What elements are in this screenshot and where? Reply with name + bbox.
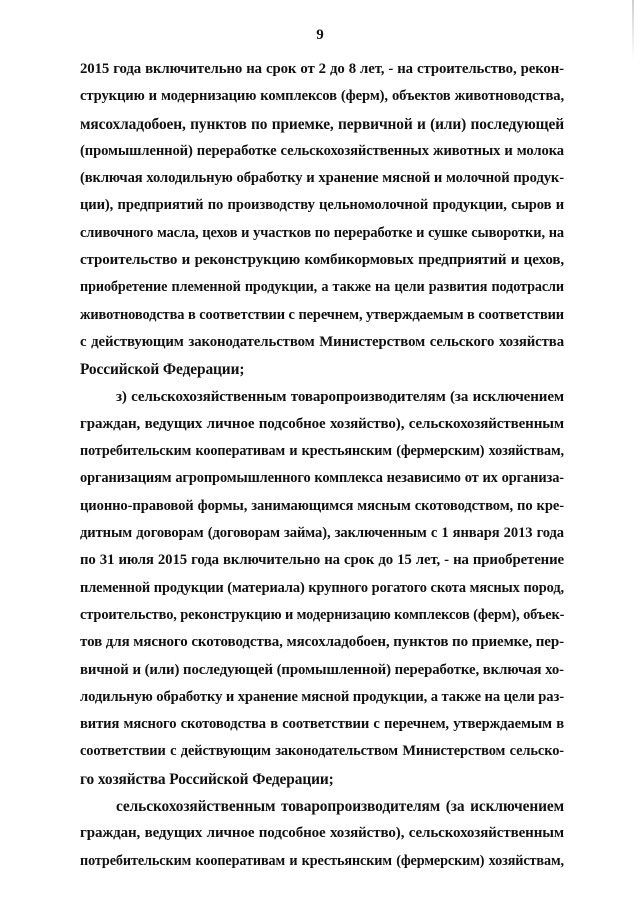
text-line: дитным договорам (договорам займа), заключенным с 1 января 2013 года [80,525,564,542]
text-line: струкцию и модернизацию комплексов (ферм), объектов животноводства, [80,88,564,105]
page-number: 9 [316,27,324,43]
text-line: племенной продукции (материала) крупного рогатого скота мясных пород, [80,579,564,596]
text-line: организациям агропромышленного комплекса независимо от их организа- [80,470,564,487]
text-line: (включая холодильную обработку и хранение мясной и молочной продук- [80,170,564,187]
text-line: ции), предприятий по производству цельномолочной продукции, сыров и [80,197,564,214]
text-line: сливочного масла, цехов и участков по переработке и сушке сыворотки, на [80,224,564,241]
text-line: 2015 года включительно на срок от 2 до 8 лет, - на строительство, рекон- [80,61,564,77]
text-line: з) сельскохозяйственным товаропроизводителям (за исключением [116,388,564,405]
text-line: вития мясного скотоводства в соответствии с перечнем, утверждаемым в [80,716,564,733]
text-line: ционно-правовой формы, занимающимся мясным скотоводством, по кре- [80,497,564,514]
text-line: соответствии с действующим законодательством Министерством сельско- [80,743,564,760]
text-line: (промышленной) переработке сельскохозяйственных животных и молока [80,142,564,159]
text-line: строительство и реконструкцию комбикормовых предприятий и цехов, [80,252,564,269]
text-line: вичной и (или) последующей (промышленной) переработке, включая хо- [80,661,564,678]
text-line: потребительским кооперативам и крестьянским (фермерским) хозяйствам, [80,443,564,460]
text-line: животноводства в соответствии с перечнем, утверждаемым в соответствии [80,306,564,323]
text-line: граждан, ведущих личное подсобное хозяйство), сельскохозяйственным [80,825,564,842]
text-line: потребительским кооперативам и крестьянским (фермерским) хозяйствам, [80,852,564,869]
text-line: Российской Федерации; [80,361,245,379]
text-line: тов для мясного скотоводства, мясохладобоен, пунктов по приемке, пер- [80,634,564,651]
text-line: по 31 июля 2015 года включительно на срок до 15 лет, - на приобретение [80,552,564,569]
body-text [80,56,564,875]
text-line: с действующим законодательством Министерством сельского хозяйства [80,333,564,350]
text-line: го хозяйства Российской Федерации; [80,770,334,788]
text-line: мясохладобоен, пунктов по приемке, первичной и (или) последующей [80,115,564,133]
text-line: строительство, реконструкцию и модернизацию комплексов (ферм), объек- [80,606,565,623]
text-line: граждан, ведущих личное подсобное хозяйство), сельскохозяйственным [80,415,564,432]
text-line: лодильную обработку и хранение мясной продукции, а также на цели раз- [80,688,564,705]
text-line: сельскохозяйственным товаропроизводителям (за исключением [116,798,564,816]
text-line: приобретение племенной продукции, а также на цели развития подотрасли [80,279,564,296]
